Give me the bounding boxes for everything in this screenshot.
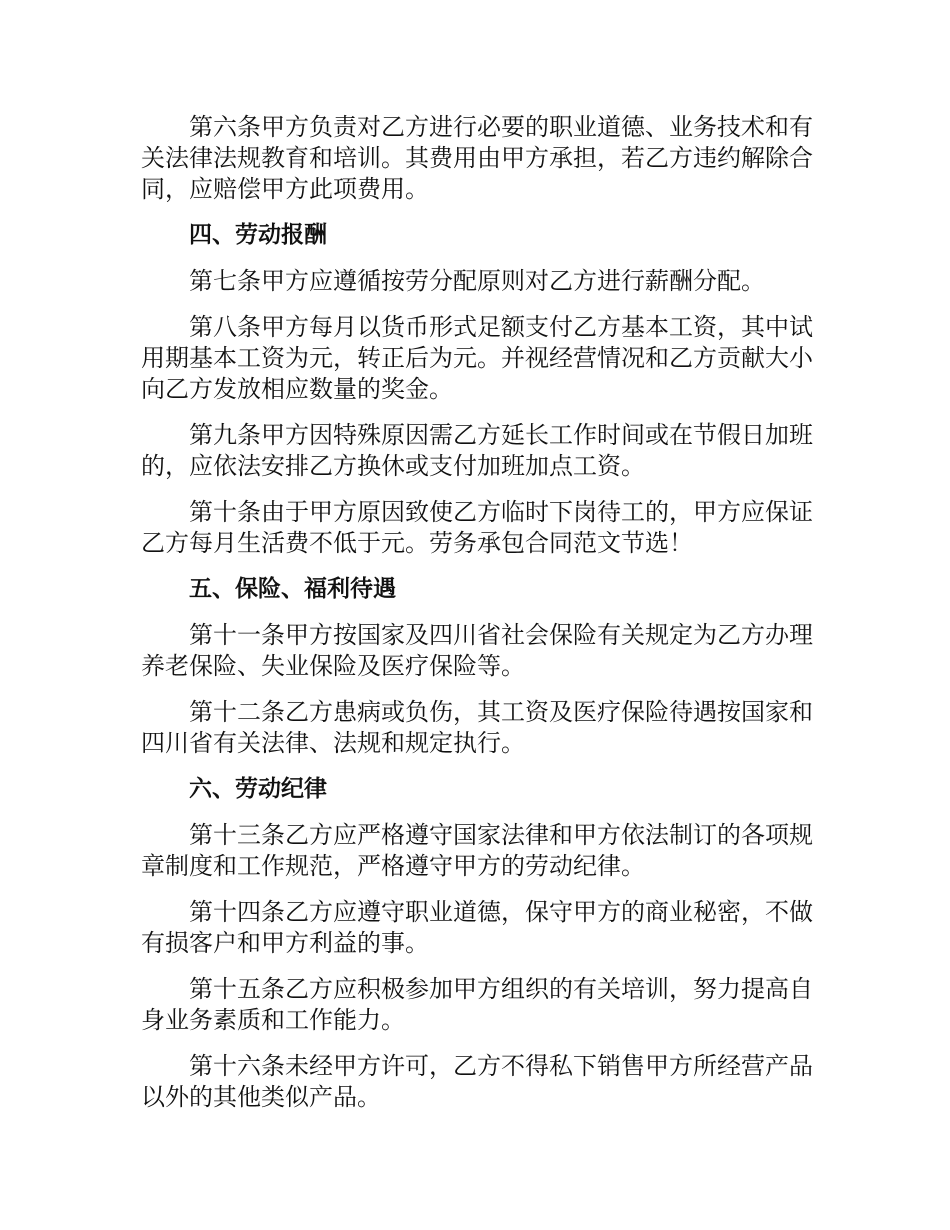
article-11: 第十一条甲方按国家及四川省社会保险有关规定为乙方办理养老保险、失业保险及医疗保险等。 [141, 621, 813, 680]
article-15: 第十五条乙方应积极参加甲方组织的有关培训，努力提高自身业务素质和工作能力。 [141, 975, 813, 1034]
article-7: 第七条甲方应遵循按劳分配原则对乙方进行薪酬分配。 [189, 267, 765, 295]
article-12: 第十二条乙方患病或负伤，其工资及医疗保险待遇按国家和四川省有关法律、法规和规定执行。 [141, 698, 813, 757]
article-10: 第十条由于甲方原因致使乙方临时下岗待工的，甲方应保证乙方每月生活费不低于元。劳务承包合同范文节选！ [141, 498, 813, 557]
section-heading-insurance-benefits: 五、保险、福利待遇 [189, 576, 396, 602]
article-14: 第十四条乙方应遵守职业道德，保守甲方的商业秘密，不做有损客户和甲方利益的事。 [141, 898, 813, 957]
article-16: 第十六条未经甲方许可，乙方不得私下销售甲方所经营产品以外的其他类似产品。 [141, 1052, 813, 1111]
article-9: 第九条甲方因特殊原因需乙方延长工作时间或在节假日加班的，应依法安排乙方换休或支付加班加点工资。 [141, 421, 813, 480]
section-heading-labor-remuneration: 四、劳动报酬 [189, 222, 327, 248]
document-body [141, 112, 813, 1128]
article-13: 第十三条乙方应严格遵守国家法律和甲方依法制订的各项规章制度和工作规范，严格遵守甲方的劳动纪律。 [141, 821, 813, 880]
article-6: 第六条甲方负责对乙方进行必要的职业道德、业务技术和有关法律法规教育和培训。其费用由甲方承担，若乙方违约解除合同，应赔偿甲方此项费用。 [141, 113, 813, 203]
section-heading-labor-discipline: 六、劳动纪律 [189, 776, 327, 802]
article-8: 第八条甲方每月以货币形式足额支付乙方基本工资，其中试用期基本工资为元，转正后为元。并视经营情况和乙方贡献大小向乙方发放相应数量的奖金。 [141, 313, 813, 403]
